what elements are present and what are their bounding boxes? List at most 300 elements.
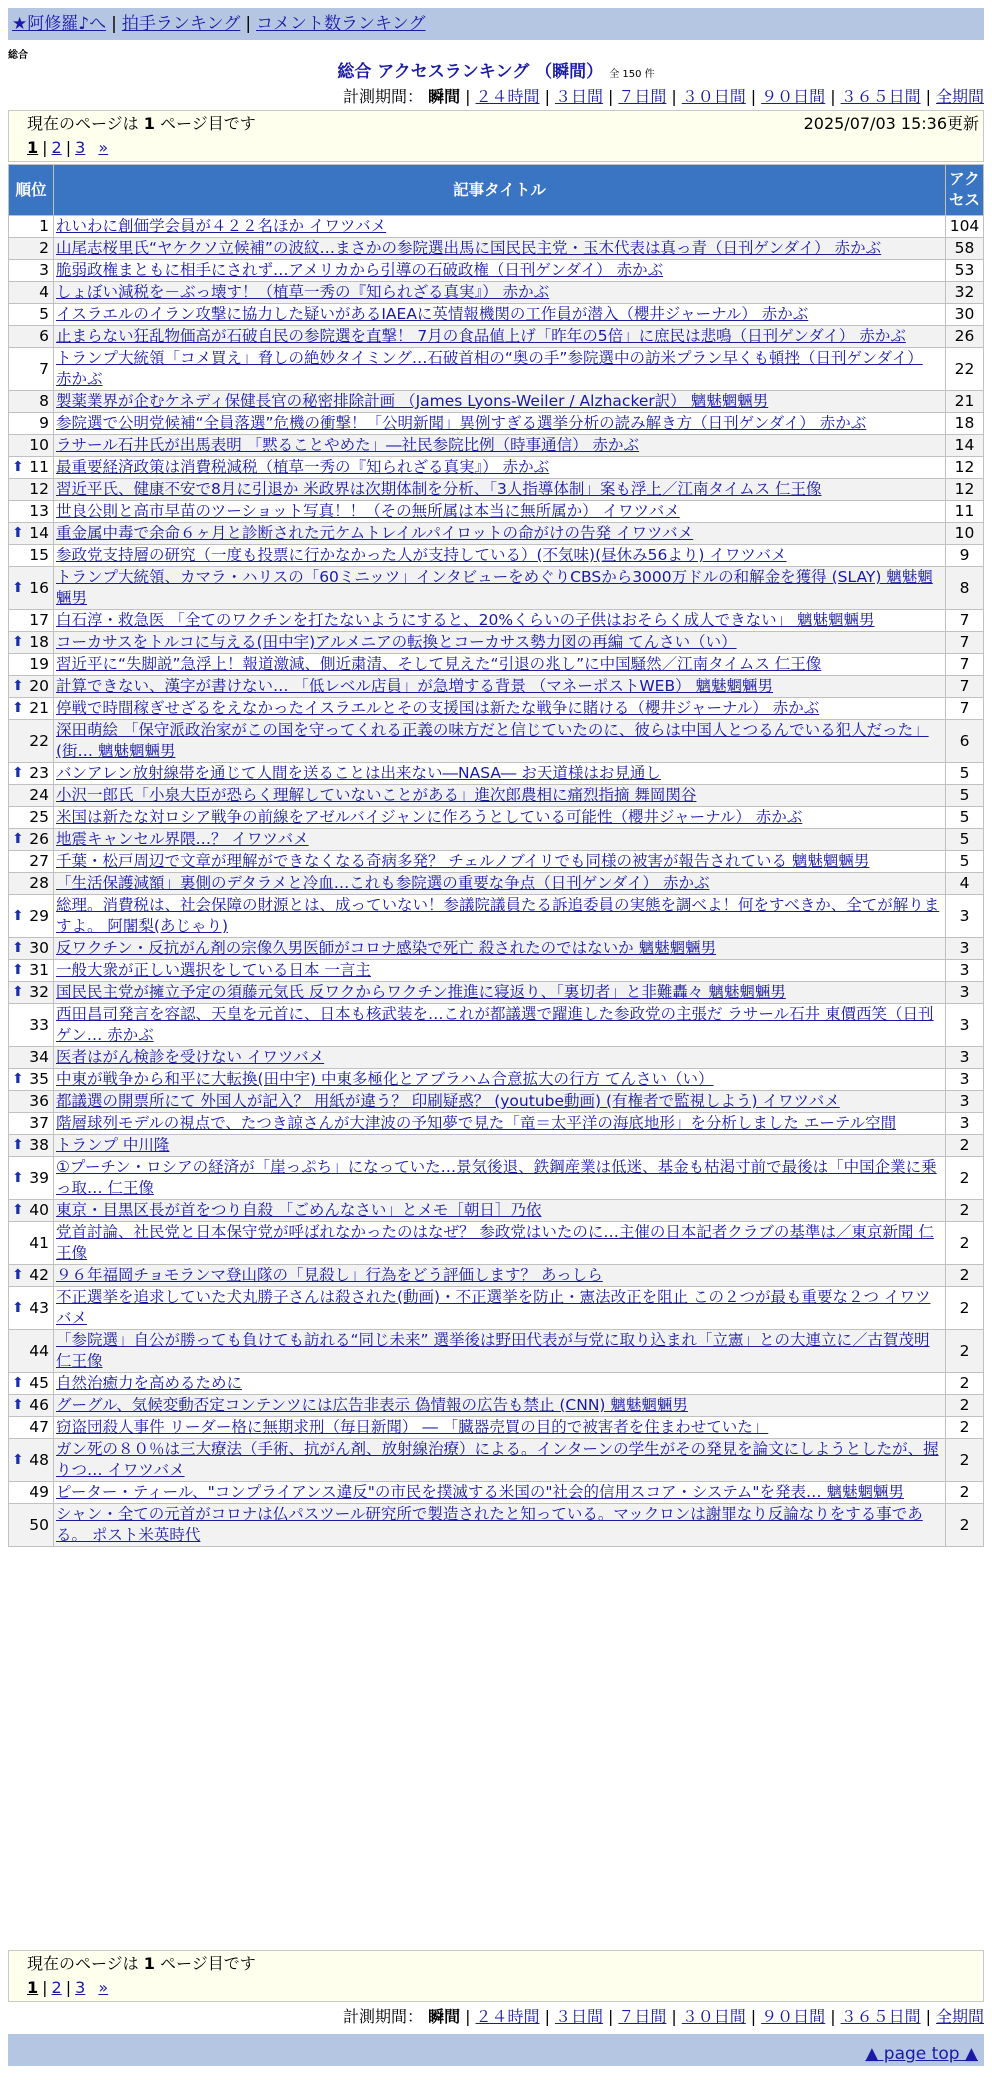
rank-up-arrow-icon: ⬆ xyxy=(12,940,24,956)
access-count: 4 xyxy=(946,873,984,895)
title-cell xyxy=(54,1373,946,1395)
rank-number: 28 xyxy=(29,874,49,892)
access-count: 3 xyxy=(946,1091,984,1113)
article-title-link[interactable]: 「生活保護減額」裏側のデタラメと冷血…これも参院選の重要な争点（日刊ゲンダイ） 赤かぶ xyxy=(56,874,710,892)
category-label: 総合 xyxy=(8,50,28,61)
period-separator: | xyxy=(671,2007,677,2026)
period-all-link[interactable]: 全期間 xyxy=(935,87,984,106)
article-title-link[interactable]: 白石淳・救急医 「全てのワクチンを打たないようにすると、20%くらいの子供はおそらく成人できない」 魑魅魍魎男 xyxy=(56,611,875,629)
rank-cell xyxy=(9,326,54,348)
article-title-link[interactable]: 計算できない、漢字が書けない… 「低レベル店員」が急増する背景 （マネーポストWEB） 魑魅魍魎男 xyxy=(56,677,774,695)
rank-cell xyxy=(9,632,54,654)
rank-number: 42 xyxy=(29,1266,49,1284)
title-cell xyxy=(54,610,946,632)
period-separator: | xyxy=(465,2007,471,2026)
rank-number: 29 xyxy=(29,906,49,925)
rank-cell xyxy=(9,457,54,479)
table-row xyxy=(9,1439,984,1482)
rank-cell xyxy=(9,1091,54,1113)
period-30d-link[interactable]: ３０日間 xyxy=(681,87,746,106)
page-title xyxy=(0,60,992,87)
access-count: 3 xyxy=(946,1004,984,1047)
rank-number: 34 xyxy=(29,1048,49,1066)
table-row xyxy=(9,348,984,391)
period-separator: | xyxy=(830,2007,836,2026)
pager-separator: | xyxy=(42,138,48,157)
access-count: 3 xyxy=(946,1113,984,1135)
period-label: 計測期間： xyxy=(343,2007,424,2026)
table-row xyxy=(9,545,984,567)
article-title-link[interactable]: 千葉・松戸周辺で文章が理解ができなくなる奇病多発？ チェルノブイリでも同様の被害が報告されている 魑魅魍魎男 xyxy=(56,852,870,870)
article-title-link[interactable]: 階層球列モデルの視点で、たつき諒さんが大津波の予知夢で見た「竜＝太平洋の海底地形」を分析しました エーテル空間 xyxy=(56,1114,897,1132)
access-count: 2 xyxy=(946,1222,984,1265)
rank-number: 23 xyxy=(29,764,49,782)
rank-number: 5 xyxy=(39,305,49,323)
article-title-link[interactable]: ラサール石井氏が出馬表明 「黙ることやめた」―社民参院比例（時事通信） 赤かぶ xyxy=(56,436,640,454)
article-title-link[interactable]: 最重要経済政策は消費税減税（植草一秀の『知られざる真実』） 赤かぶ xyxy=(56,458,550,476)
rank-cell xyxy=(9,1113,54,1135)
rank-number: 10 xyxy=(29,436,49,454)
article-title-link[interactable]: 中東が戦争から和平に大転換(田中宇) 中東多極化とアブラハム合意拡大の行方 てんさい（い） xyxy=(56,1070,714,1088)
footer-bar xyxy=(8,2034,984,2066)
article-title-link[interactable]: 習近平氏、健康不安で8月に引退か 米政界は次期体制を分析、「3人指導体制」案も浮上／江南タイムス 仁王像 xyxy=(56,480,822,498)
table-row xyxy=(9,698,984,720)
rank-cell xyxy=(9,763,54,785)
table-row xyxy=(9,610,984,632)
period-24h-link[interactable]: ２４時間 xyxy=(475,2007,540,2026)
page-info-box-bottom xyxy=(8,1950,984,2002)
pager-link-3[interactable]: 3 xyxy=(75,1978,86,1997)
title-cell xyxy=(54,960,946,982)
article-title-link[interactable]: 窃盗団殺人事件 リーダー格に無期求刑（毎日新聞） ― 「臓器売買の目的で被害者を住まわせていた」 xyxy=(56,1418,769,1436)
period-separator: | xyxy=(750,87,757,106)
period-24h-link[interactable]: ２４時間 xyxy=(475,87,540,106)
access-count: 104 xyxy=(946,216,984,238)
pager-separator: | xyxy=(42,1978,48,1997)
rank-cell xyxy=(9,260,54,282)
article-title-link[interactable]: 米国は新たな対ロシア戦争の前線をアゼルバイジャンに作ろうとしている可能性（櫻井ジャーナル） 赤かぶ xyxy=(56,808,803,826)
title-cell xyxy=(54,1482,946,1504)
access-count: 2 xyxy=(946,1373,984,1395)
rank-cell xyxy=(9,523,54,545)
rank-number: 26 xyxy=(29,830,49,848)
rank-number: 43 xyxy=(29,1298,49,1317)
rank-cell xyxy=(9,960,54,982)
table-row xyxy=(9,1504,984,1547)
article-title-link[interactable]: 総理。消費税は、社会保障の財源とは、成っていない！参議院議員たる訴追委員の実態を調べよ！何をすべきか、全てが解りますよ。 阿闍梨(あじゃり) xyxy=(56,896,940,935)
rank-number: 1 xyxy=(39,217,49,235)
table-row xyxy=(9,260,984,282)
rank-number: 50 xyxy=(29,1515,49,1534)
pager-next-link[interactable]: » xyxy=(98,138,109,157)
pager-separator: | xyxy=(65,138,72,157)
rank-number: 40 xyxy=(29,1201,49,1219)
rank-cell xyxy=(9,698,54,720)
table-row xyxy=(9,1265,984,1287)
period-separator: | xyxy=(544,87,550,106)
pager-link-2[interactable]: 2 xyxy=(51,138,62,157)
period-separator: | xyxy=(925,87,931,106)
table-row xyxy=(9,326,984,348)
article-title-link[interactable]: 停戦で時間稼ぎせざるをえなかったイスラエルとその支援国は新たな戦争に賭ける（櫻井ジャーナル） 赤かぶ xyxy=(56,699,820,717)
article-title-link[interactable]: 都議選の開票所にて 外国人が記入？ 用紙が違う？ 印刷疑惑？ (youtube動画) (有権者で監視しよう) イワツバメ xyxy=(56,1092,840,1110)
rank-cell xyxy=(9,1482,54,1504)
article-title-link[interactable]: 製薬業界が企むケネディ保健長官の秘密排除計画 （James Lyons-Weiler / Alzhacker訳） 魑魅魍魎男 xyxy=(56,392,769,410)
table-row xyxy=(9,1091,984,1113)
period-selector-top xyxy=(343,86,984,108)
access-count: 5 xyxy=(946,829,984,851)
pager-separator xyxy=(89,138,94,157)
access-count: 6 xyxy=(946,720,984,763)
rank-number: 38 xyxy=(29,1136,49,1154)
rank-cell xyxy=(9,829,54,851)
rank-number: 32 xyxy=(29,983,49,1001)
article-title-link[interactable]: 脆弱政権まともに相手にされず…アメリカから引導の石破政権（日刊ゲンダイ） 赤かぶ xyxy=(56,261,664,279)
article-title-link[interactable]: トランプ 中川隆 xyxy=(56,1136,170,1154)
article-title-link[interactable]: 地震キャンセル界隈…？ イワツバメ xyxy=(56,830,309,848)
pager-link-3[interactable]: 3 xyxy=(75,138,86,157)
table-row xyxy=(9,1113,984,1135)
access-count: 2 xyxy=(946,1265,984,1287)
article-title-link[interactable]: 重金属中毒で余命６ヶ月と診断された元ケムトレイルパイロットの命がけの告発 イワツバメ xyxy=(56,524,694,542)
header-title: 記事タイトル xyxy=(54,165,946,216)
rank-up-arrow-icon: ⬆ xyxy=(12,1071,24,1087)
rank-cell xyxy=(9,1004,54,1047)
access-count: 2 xyxy=(946,1330,984,1373)
access-count: 2 xyxy=(946,1395,984,1417)
article-title-link[interactable]: 小沢一郎氏「小泉大臣が恐らく理解していないことがある」進次郎農相に痛烈指摘 舞岡関谷 xyxy=(56,786,697,804)
ranking-table-body xyxy=(9,216,984,1547)
access-count: 5 xyxy=(946,785,984,807)
pager-current: 1 xyxy=(27,138,39,157)
rank-cell xyxy=(9,282,54,304)
rank-up-arrow-icon: ⬆ xyxy=(12,1397,24,1413)
table-row xyxy=(9,1200,984,1222)
table-row xyxy=(9,1047,984,1069)
title-cell xyxy=(54,479,946,501)
title-cell xyxy=(54,1287,946,1330)
access-count: 32 xyxy=(946,282,984,304)
access-count: 3 xyxy=(946,982,984,1004)
rank-number: 20 xyxy=(29,677,49,695)
rank-up-arrow-icon: ⬆ xyxy=(12,1299,24,1316)
pager-link-2[interactable]: 2 xyxy=(51,1978,62,1997)
title-cell xyxy=(54,1417,946,1439)
article-title-link[interactable]: コーカサスをトルコに与える(田中宇)アルメニアの転換とコーカサス勢力図の再編 てんさい（い） xyxy=(56,633,737,651)
access-count: 2 xyxy=(946,1135,984,1157)
table-row xyxy=(9,807,984,829)
period-all-link[interactable]: 全期間 xyxy=(935,2007,984,2026)
rank-cell xyxy=(9,610,54,632)
title-cell xyxy=(54,567,946,610)
period-label: 計測期間： xyxy=(343,87,424,106)
page-number: 1 xyxy=(143,1954,155,1973)
rank-number: 31 xyxy=(29,961,49,979)
period-current: 瞬間 xyxy=(428,2007,461,2026)
rank-number: 41 xyxy=(29,1233,49,1252)
rank-number: 7 xyxy=(39,359,49,378)
page-info-box-top xyxy=(8,110,984,162)
article-title-link[interactable]: 東京・目黒区長が首をつり自殺 「ごめんなさい」とメモ［朝日］乃依 xyxy=(56,1201,542,1219)
rank-up-arrow-icon: ⬆ xyxy=(12,1267,24,1283)
rank-number: 46 xyxy=(29,1396,49,1414)
header-access: アクセス xyxy=(946,165,984,216)
rank-number: 17 xyxy=(29,611,49,629)
rank-up-arrow-icon: ⬆ xyxy=(12,700,24,716)
table-row xyxy=(9,413,984,435)
title-cell xyxy=(54,895,946,938)
rank-cell xyxy=(9,851,54,873)
article-title-link[interactable]: 反ワクチン・反抗がん剤の宗像久男医師がコロナ感染で死亡 殺されたのではないか 魑魅魍魎男 xyxy=(56,939,717,957)
article-title-link[interactable]: 山尾志桜里氏“ヤケクソ立候補”の波紋…まさかの参院選出馬に国民民主党・玉木代表は真っ青（日刊ゲンダイ） 赤かぶ xyxy=(56,239,882,257)
rank-number: 33 xyxy=(29,1015,49,1034)
access-count: 12 xyxy=(946,479,984,501)
period-separator: | xyxy=(607,87,614,106)
access-count: 2 xyxy=(946,1287,984,1330)
title-cell xyxy=(54,1157,946,1200)
rank-number: 24 xyxy=(29,786,49,804)
table-row xyxy=(9,1482,984,1504)
rank-up-arrow-icon: ⬆ xyxy=(12,1137,24,1153)
title-cell xyxy=(54,807,946,829)
article-title-link[interactable]: ピーター・ティール、"コンプライアンス違反"の市民を撲滅する米国の"社会的信用スコア・システム"を発表… 魑魅魍魎男 xyxy=(56,1483,904,1501)
access-count: 3 xyxy=(946,1047,984,1069)
article-title-link[interactable]: 止まらない狂乱物価高が石破自民の参院選を直撃！ 7月の食品値上げ「昨年の5倍」に庶民は悲鳴（日刊ゲンダイ） 赤かぶ xyxy=(56,327,906,345)
rank-cell xyxy=(9,1135,54,1157)
period-separator: | xyxy=(750,2007,757,2026)
article-title-link[interactable]: 党首討論、社民党と日本保守党が呼ばれなかったのはなぜ？ 参政党はいたのに…主催の日本記者クラブの基準は／東京新聞 仁王像 xyxy=(56,1223,934,1262)
rank-cell xyxy=(9,348,54,391)
article-title-link[interactable]: トランプ大統領「コメ買え」脅しの絶妙タイミング…石破首相の“奥の手”参院選中の訪米プラン早くも頓挫（日刊ゲンダイ） 赤かぶ xyxy=(56,349,923,388)
rank-up-arrow-icon: ⬆ xyxy=(12,1451,24,1468)
period-3d-link[interactable]: ３日間 xyxy=(554,2007,603,2026)
title-cell xyxy=(54,873,946,895)
rank-number: 36 xyxy=(29,1092,49,1110)
current-page-text xyxy=(27,113,256,135)
title-cell xyxy=(54,435,946,457)
table-row xyxy=(9,1069,984,1091)
title-cell xyxy=(54,545,946,567)
rank-up-arrow-icon: ⬆ xyxy=(12,634,24,650)
period-separator: | xyxy=(544,2007,550,2026)
period-30d-link[interactable]: ３０日間 xyxy=(681,2007,746,2026)
rank-up-arrow-icon: ⬆ xyxy=(12,984,24,1000)
rank-number: 37 xyxy=(29,1114,49,1132)
period-7d-link[interactable]: ７日間 xyxy=(618,87,667,106)
table-row xyxy=(9,785,984,807)
article-title-link[interactable]: 参院選で公明党候補“全員落選”危機の衝撃！「公明新聞」異例すぎる選挙分析の読み解き方（日刊ゲンダイ） 赤かぶ xyxy=(56,414,867,432)
access-count: 8 xyxy=(946,567,984,610)
article-title-link[interactable]: 「参院選」自公が勝っても負けても訪れる“同じ未来” 選挙後は野田代表が与党に取り込まれ「立憲」との大連立に／古賀茂明 仁王像 xyxy=(56,1331,930,1370)
period-separator: | xyxy=(671,87,677,106)
rank-number: 11 xyxy=(29,458,49,476)
title-cell xyxy=(54,1047,946,1069)
title-cell xyxy=(54,1222,946,1265)
rank-cell xyxy=(9,895,54,938)
rank-cell xyxy=(9,720,54,763)
table-row xyxy=(9,238,984,260)
table-row xyxy=(9,763,984,785)
access-count: 2 xyxy=(946,1504,984,1547)
title-cell xyxy=(54,304,946,326)
article-title-link[interactable]: 西田昌司発言を容認、天皇を元首に、日本も核武装を…これが都議選で躍進した参政党の主張だ ラサール石井 東價西笑（日刊ゲン… 赤かぶ xyxy=(56,1005,934,1044)
period-365d-link[interactable]: ３６５日間 xyxy=(840,87,921,106)
pager-next-link[interactable]: » xyxy=(98,1978,109,1997)
title-cell xyxy=(54,1439,946,1482)
nav-applause-ranking-link[interactable]: 拍手ランキング xyxy=(121,14,241,34)
article-title-link[interactable]: れいわに創価学会員が４２２名ほか イワツバメ xyxy=(56,217,387,235)
title-cell xyxy=(54,260,946,282)
article-title-link[interactable]: 不正選挙を追求していた犬丸勝子さんは殺された(動画)・不正選挙を防止・憲法改正を阻止 この２つが最も重要な２つ イワツバメ xyxy=(56,1288,931,1327)
access-count: 3 xyxy=(946,895,984,938)
table-row xyxy=(9,304,984,326)
rank-cell xyxy=(9,938,54,960)
title-cell xyxy=(54,763,946,785)
rank-cell xyxy=(9,1330,54,1373)
rank-cell xyxy=(9,1439,54,1482)
table-row xyxy=(9,720,984,763)
access-count: 3 xyxy=(946,938,984,960)
pager-separator: | xyxy=(65,1978,72,1997)
rank-up-arrow-icon: ⬆ xyxy=(12,678,24,694)
access-count: 53 xyxy=(946,260,984,282)
pager-top xyxy=(27,137,108,159)
article-title-link[interactable]: 参政党支持層の研究（一度も投票に行かなかった人が支持している）(不気味)(昼休み56より) イワツバメ xyxy=(56,546,787,564)
period-3d-link[interactable]: ３日間 xyxy=(554,87,603,106)
rank-number: 21 xyxy=(29,699,49,717)
title-cell xyxy=(54,938,946,960)
table-row xyxy=(9,435,984,457)
rank-number: 14 xyxy=(29,524,49,542)
article-title-link[interactable]: 国民民主党が擁立予定の須藤元気氏 反ワクからワクチン推進に寝返り、「裏切者」と非難轟々 魑魅魍魎男 xyxy=(56,983,786,1001)
rank-cell xyxy=(9,545,54,567)
rank-cell xyxy=(9,501,54,523)
access-count: 5 xyxy=(946,807,984,829)
rank-up-arrow-icon: ⬆ xyxy=(12,579,24,596)
article-title-link[interactable]: 習近平に“失脚説”急浮上！報道激減、側近粛清、そして見えた“引退の兆し”に中国騒然／江南タイムス 仁王像 xyxy=(56,655,822,673)
rank-number: 8 xyxy=(39,392,49,410)
access-count: 7 xyxy=(946,632,984,654)
title-cell xyxy=(54,1091,946,1113)
table-row xyxy=(9,479,984,501)
page-title-text: 総合 アクセスランキング （瞬間） xyxy=(337,62,604,82)
total-count: 全 150 件 xyxy=(609,69,655,80)
page-text-pre: 現在のページは xyxy=(27,1954,144,1973)
access-count: 2 xyxy=(946,1417,984,1439)
table-row xyxy=(9,1222,984,1265)
rank-up-arrow-icon: ⬆ xyxy=(12,765,24,781)
title-cell xyxy=(54,654,946,676)
rank-number: 4 xyxy=(39,283,49,301)
rank-cell xyxy=(9,216,54,238)
page-top-link[interactable]: ▲ page top ▲ xyxy=(865,2044,978,2064)
ranking-table-header xyxy=(9,165,984,216)
title-cell xyxy=(54,1069,946,1091)
article-title-link[interactable]: イスラエルのイラン攻撃に協力した疑いがあるIAEAに英情報機関の工作員が潜入（櫻井ジャーナル） 赤かぶ xyxy=(56,305,809,323)
article-title-link[interactable]: 世良公則と高市早苗のツーショット写真！！（その無所属は本当に無所属か） イワツバメ xyxy=(56,502,680,520)
rank-up-arrow-icon: ⬆ xyxy=(12,525,24,541)
period-90d-link[interactable]: ９０日間 xyxy=(761,2007,826,2026)
nav-separator: | xyxy=(245,14,252,34)
rank-up-arrow-icon: ⬆ xyxy=(12,1169,24,1186)
rank-cell xyxy=(9,413,54,435)
rank-cell xyxy=(9,1417,54,1439)
rank-number: 30 xyxy=(29,939,49,957)
article-title-link[interactable]: 深田萌絵 「保守派政治家がこの国を守ってくれる正義の味方だと信じていたのに、彼らは中国人とつるんでいる犯人だった」(街… 魑魅魍魎男 xyxy=(56,721,929,760)
page-text-post: ページ目です xyxy=(154,114,256,133)
access-count: 3 xyxy=(946,1069,984,1091)
period-7d-link[interactable]: ７日間 xyxy=(618,2007,667,2026)
period-current: 瞬間 xyxy=(428,87,461,106)
table-row xyxy=(9,1417,984,1439)
article-title-link[interactable]: ガン死の８０％は三大療法（手術、抗がん剤、放射線治療）による。インターンの学生がその発見を論文にしようとしたが、握りつ… イワツバメ xyxy=(56,1440,939,1479)
article-title-link[interactable]: しょぼい減税を－ぶっ壊す！（植草一秀の『知られざる真実』） 赤かぶ xyxy=(56,283,550,301)
rank-up-arrow-icon: ⬆ xyxy=(12,1202,24,1218)
nav-home-link[interactable]: ★阿修羅♪へ xyxy=(12,14,107,34)
table-row xyxy=(9,1373,984,1395)
title-cell xyxy=(54,632,946,654)
period-90d-link[interactable]: ９０日間 xyxy=(761,87,826,106)
article-title-link[interactable]: シャン・全ての元首がコロナは仏パスツール研究所で製造されたと知っている。マックロンは謝罪なり反論なりをする事である。 ポスト米英時代 xyxy=(56,1505,923,1544)
rank-number: 35 xyxy=(29,1070,49,1088)
article-title-link[interactable]: 自然治癒力を高めるために xyxy=(56,1374,243,1392)
article-title-link[interactable]: ①プーチン・ロシアの経済が「崖っぷち」になっていた…景気後退、鉄鋼産業は低迷、基金も枯渇寸前で最後は「中国企業に乗っ取… 仁王像 xyxy=(56,1158,937,1197)
table-row xyxy=(9,895,984,938)
table-row xyxy=(9,676,984,698)
table-row xyxy=(9,1135,984,1157)
access-count: 7 xyxy=(946,654,984,676)
article-title-link[interactable]: グーグル、気候変動否定コンテンツには広告非表示 偽情報の広告も禁止 (CNN) 魑魅魍魎男 xyxy=(56,1396,688,1414)
rank-number: 44 xyxy=(29,1341,49,1360)
title-cell xyxy=(54,1330,946,1373)
rank-cell xyxy=(9,304,54,326)
access-count: 2 xyxy=(946,1157,984,1200)
table-row xyxy=(9,523,984,545)
rank-cell xyxy=(9,567,54,610)
title-cell xyxy=(54,457,946,479)
article-title-link[interactable]: ９６年福岡チョモランマ登山隊の「見殺し」行為をどう評価します？ あっしら xyxy=(56,1266,603,1284)
access-count: 21 xyxy=(946,391,984,413)
article-title-link[interactable]: 医者はがん検診を受けない イワツバメ xyxy=(56,1048,325,1066)
title-cell xyxy=(54,523,946,545)
table-row xyxy=(9,960,984,982)
rank-cell xyxy=(9,1395,54,1417)
article-title-link[interactable]: トランプ大統領、カマラ・ハリスの「60ミニッツ」インタビューをめぐりCBSから3000万ドルの和解金を獲得 (SLAY) 魑魅魍魎男 xyxy=(56,568,933,607)
article-title-link[interactable]: 一般大衆が正しい選択をしている日本 一言主 xyxy=(56,961,371,979)
access-count: 7 xyxy=(946,610,984,632)
rank-number: 27 xyxy=(29,852,49,870)
rank-up-arrow-icon: ⬆ xyxy=(12,962,24,978)
nav-comment-ranking-link[interactable]: コメント数ランキング xyxy=(256,14,426,34)
rank-number: 6 xyxy=(39,327,49,345)
page-text-post: ページ目です xyxy=(154,1954,256,1973)
access-count: 58 xyxy=(946,238,984,260)
rank-cell xyxy=(9,1373,54,1395)
page-number: 1 xyxy=(143,114,155,133)
title-cell xyxy=(54,1200,946,1222)
table-row xyxy=(9,567,984,610)
rank-number: 19 xyxy=(29,655,49,673)
article-title-link[interactable]: バンアレン放射線帯を通じて人間を送ることは出来ない―NASA― お天道様はお見通し xyxy=(56,764,661,782)
table-row xyxy=(9,829,984,851)
table-row xyxy=(9,1330,984,1373)
access-count: 7 xyxy=(946,698,984,720)
period-365d-link[interactable]: ３６５日間 xyxy=(840,2007,921,2026)
rank-up-arrow-icon: ⬆ xyxy=(12,907,24,924)
title-cell xyxy=(54,698,946,720)
access-count: 18 xyxy=(946,413,984,435)
access-count: 5 xyxy=(946,763,984,785)
